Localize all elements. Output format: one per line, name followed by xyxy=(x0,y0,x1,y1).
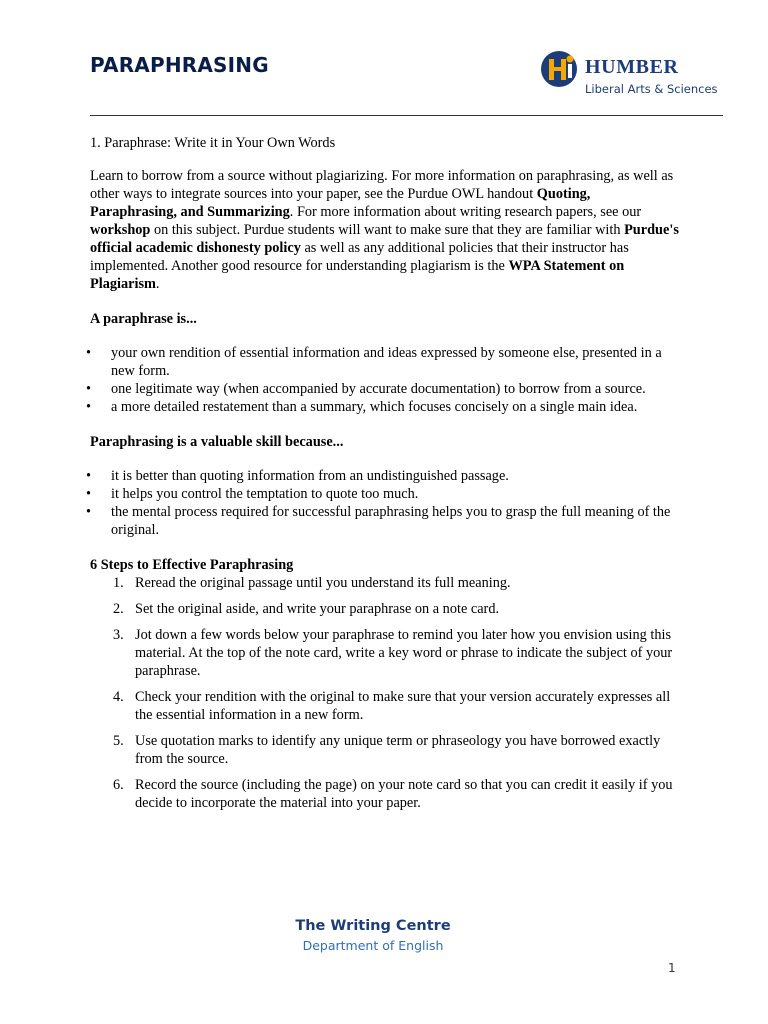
valuable-skill-heading: Paraphrasing is a valuable skill because... xyxy=(90,434,344,450)
steps-list xyxy=(90,574,680,812)
step-item xyxy=(90,574,680,592)
intro-text-2: . For more information about writing research papers, see our xyxy=(289,204,642,220)
steps-heading: 6 Steps to Effective Paraphrasing xyxy=(90,557,294,573)
paraphrase-is-list xyxy=(86,344,680,416)
list-item-text: the mental process required for successful paraphrasing helps you to grasp the full meaning of the original. xyxy=(111,504,671,538)
bullet-icon: • xyxy=(86,504,92,520)
document-body xyxy=(86,134,680,812)
step-text: Record the source (including the page) on your note card so that you can credit it easily if you decide to incorporate the material into your paper. xyxy=(135,777,673,811)
step-text: Set the original aside, and write your paraphrase on a note card. xyxy=(135,601,500,617)
intro-text-5: . xyxy=(155,276,160,292)
logo-subtitle: Liberal Arts & Sciences xyxy=(585,82,718,96)
page-title: PARAPHRASING xyxy=(90,53,269,77)
step-item xyxy=(90,776,680,812)
humber-h-logo-icon xyxy=(540,50,578,88)
step-item xyxy=(90,600,680,618)
step-item xyxy=(90,688,680,724)
step-text: Use quotation marks to identify any unique term or phraseology you have borrowed exactly from the source. xyxy=(135,733,661,767)
paraphrase-is-heading: A paraphrase is... xyxy=(90,311,197,327)
dishonesty-policy-reference: Purdue's official academic dishonesty policy xyxy=(90,222,679,256)
step-item xyxy=(90,732,680,768)
step-item xyxy=(90,626,680,680)
footer-subtitle: Department of English xyxy=(302,938,444,953)
list-item xyxy=(86,503,680,539)
quoting-handout-reference: Quoting, Paraphrasing, and Summarizing xyxy=(90,186,591,220)
intro-text-4: as well as any additional policies that their instructor has implemented. Another good resource for understanding plagiarism is the xyxy=(90,240,629,274)
step-text: Jot down a few words below your paraphrase to remind you later how you envision using this material. At the top of the note card, write a key word or phrase to indicate the subject of your paraphrase. xyxy=(135,627,673,679)
intro-text-1: Learn to borrow from a source without plagiarizing. For more information on paraphrasing, as well as other ways to integrate sources into your paper, see the Purdue OWL handout xyxy=(90,168,674,202)
footer-title: The Writing Centre xyxy=(295,918,451,934)
list-item xyxy=(86,344,680,380)
header-divider xyxy=(90,115,723,116)
page-number: 1 xyxy=(668,961,676,975)
list-item xyxy=(86,398,680,416)
humber-logo xyxy=(540,50,730,100)
list-item xyxy=(86,380,680,398)
intro-text-3: on this subject. Purdue students will want to make sure that they are familiar with xyxy=(150,222,625,238)
bullet-icon: • xyxy=(86,486,92,502)
step-number: 4. xyxy=(113,689,124,705)
bullet-icon: • xyxy=(86,381,92,397)
step-number: 5. xyxy=(113,733,124,749)
workshop-reference: workshop xyxy=(90,222,151,238)
intro-paragraph xyxy=(90,167,680,293)
bullet-icon: • xyxy=(86,345,92,361)
step-text: Reread the original passage until you understand its full meaning. xyxy=(135,575,511,591)
step-number: 6. xyxy=(113,777,124,793)
step-number: 3. xyxy=(113,627,124,643)
valuable-skill-list xyxy=(86,467,680,539)
logo-name: HUMBER xyxy=(585,56,679,78)
list-item-text: your own rendition of essential information and ideas expressed by someone else, presented in a new form. xyxy=(111,345,662,379)
section-title: 1. Paraphrase: Write it in Your Own Words xyxy=(90,135,336,151)
bullet-icon: • xyxy=(86,399,92,415)
list-item xyxy=(86,467,680,485)
list-item-text: a more detailed restatement than a summary, which focuses concisely on a single main idea. xyxy=(111,399,638,415)
list-item-text: one legitimate way (when accompanied by accurate documentation) to borrow from a source. xyxy=(111,381,646,397)
bullet-icon: • xyxy=(86,468,92,484)
list-item-text: it is better than quoting information from an undistinguished passage. xyxy=(111,468,509,484)
list-item xyxy=(86,485,680,503)
list-item-text: it helps you control the temptation to quote too much. xyxy=(111,486,419,502)
step-text: Check your rendition with the original to make sure that your version accurately expresses all the essential information in a new form. xyxy=(135,689,671,723)
step-number: 2. xyxy=(113,601,124,617)
wpa-statement-reference: WPA Statement on Plagiarism xyxy=(90,258,625,292)
step-number: 1. xyxy=(113,575,124,591)
